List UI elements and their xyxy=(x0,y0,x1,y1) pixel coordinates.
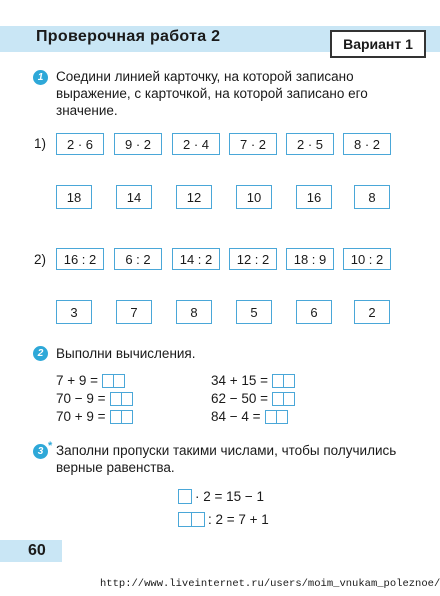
expression-card[interactable]: 12 : 2 xyxy=(229,248,277,270)
star-mark: * xyxy=(48,440,53,452)
task-number-badge: 2 xyxy=(33,346,48,361)
calc-expression xyxy=(56,391,132,406)
source-url[interactable]: http://www.liveinternet.ru/users/moim_vnukam_poleznoe/ xyxy=(100,578,440,590)
expression-card[interactable]: 9 · 2 xyxy=(114,133,162,155)
calc-expression xyxy=(56,409,132,424)
row1-label: 1) xyxy=(34,136,47,151)
expression-card[interactable]: 14 : 2 xyxy=(172,248,220,270)
answer-card[interactable]: 18 xyxy=(56,185,92,209)
task3-text xyxy=(56,442,396,476)
answer-cell[interactable] xyxy=(283,374,295,388)
answer-card[interactable]: 16 xyxy=(296,185,332,209)
answer-card[interactable]: 2 xyxy=(354,300,390,324)
task3-line2: верные равенства. xyxy=(56,460,175,475)
expression-card[interactable]: 7 · 2 xyxy=(229,133,277,155)
variant-label: Вариант 1 xyxy=(330,30,426,58)
calc-expression xyxy=(211,409,287,424)
expression-card[interactable]: 18 : 9 xyxy=(286,248,334,270)
calc-expression-text: 84 − 4 = xyxy=(211,409,261,424)
answer-card[interactable]: 3 xyxy=(56,300,92,324)
calc-expression-text: 34 + 15 = xyxy=(211,373,269,388)
expression-card[interactable]: 2 · 6 xyxy=(56,133,104,155)
answer-cell[interactable] xyxy=(121,410,133,424)
task-number-badge: 1 xyxy=(33,70,48,85)
answer-card[interactable]: 8 xyxy=(176,300,212,324)
answer-card[interactable]: 8 xyxy=(354,185,390,209)
task-number-badge: 3 xyxy=(33,444,48,459)
calc-expression xyxy=(211,373,294,388)
task1-line1: Соедини линией карточку, на которой записано xyxy=(56,69,354,84)
task1-line2: выражение, с карточкой, на которой записано его xyxy=(56,86,368,101)
calc-expression-text: 62 − 50 = xyxy=(211,391,269,406)
calc-expression-text: 7 + 9 = xyxy=(56,373,99,388)
calc-expression xyxy=(56,373,124,388)
answer-cell[interactable] xyxy=(276,410,288,424)
page-number: 60 xyxy=(0,540,62,562)
answer-cell[interactable] xyxy=(178,512,192,527)
answer-card[interactable]: 14 xyxy=(116,185,152,209)
expression-card[interactable]: 10 : 2 xyxy=(343,248,391,270)
expression-card[interactable]: 2 · 4 xyxy=(172,133,220,155)
expression-card[interactable]: 2 · 5 xyxy=(286,133,334,155)
equation-text: : 2 = 7 + 1 xyxy=(208,512,269,527)
task3-line1: Заполни пропуски такими числами, чтобы получились xyxy=(56,443,397,458)
calc-expression-text: 70 − 9 = xyxy=(56,391,106,406)
equation-row xyxy=(178,512,269,527)
answer-cell[interactable] xyxy=(121,392,133,406)
answer-card[interactable]: 5 xyxy=(236,300,272,324)
answer-cell[interactable] xyxy=(113,374,125,388)
page-title: Проверочная работа 2 xyxy=(36,28,221,45)
expression-card[interactable]: 6 : 2 xyxy=(114,248,162,270)
answer-card[interactable]: 6 xyxy=(296,300,332,324)
answer-cell[interactable] xyxy=(178,489,192,504)
row2-label: 2) xyxy=(34,252,47,267)
answer-card[interactable]: 12 xyxy=(176,185,212,209)
task2-text: Выполни вычисления. xyxy=(56,346,196,361)
expression-card[interactable]: 8 · 2 xyxy=(343,133,391,155)
expression-card[interactable]: 16 : 2 xyxy=(56,248,104,270)
calc-expression xyxy=(211,391,294,406)
task1-line3: значение. xyxy=(56,103,118,118)
answer-cell[interactable] xyxy=(191,512,205,527)
equation-text: · 2 = 15 − 1 xyxy=(195,489,265,504)
task1-text xyxy=(56,68,368,119)
answer-card[interactable]: 7 xyxy=(116,300,152,324)
calc-expression-text: 70 + 9 = xyxy=(56,409,106,424)
answer-cell[interactable] xyxy=(283,392,295,406)
equation-row xyxy=(178,489,264,504)
answer-card[interactable]: 10 xyxy=(236,185,272,209)
